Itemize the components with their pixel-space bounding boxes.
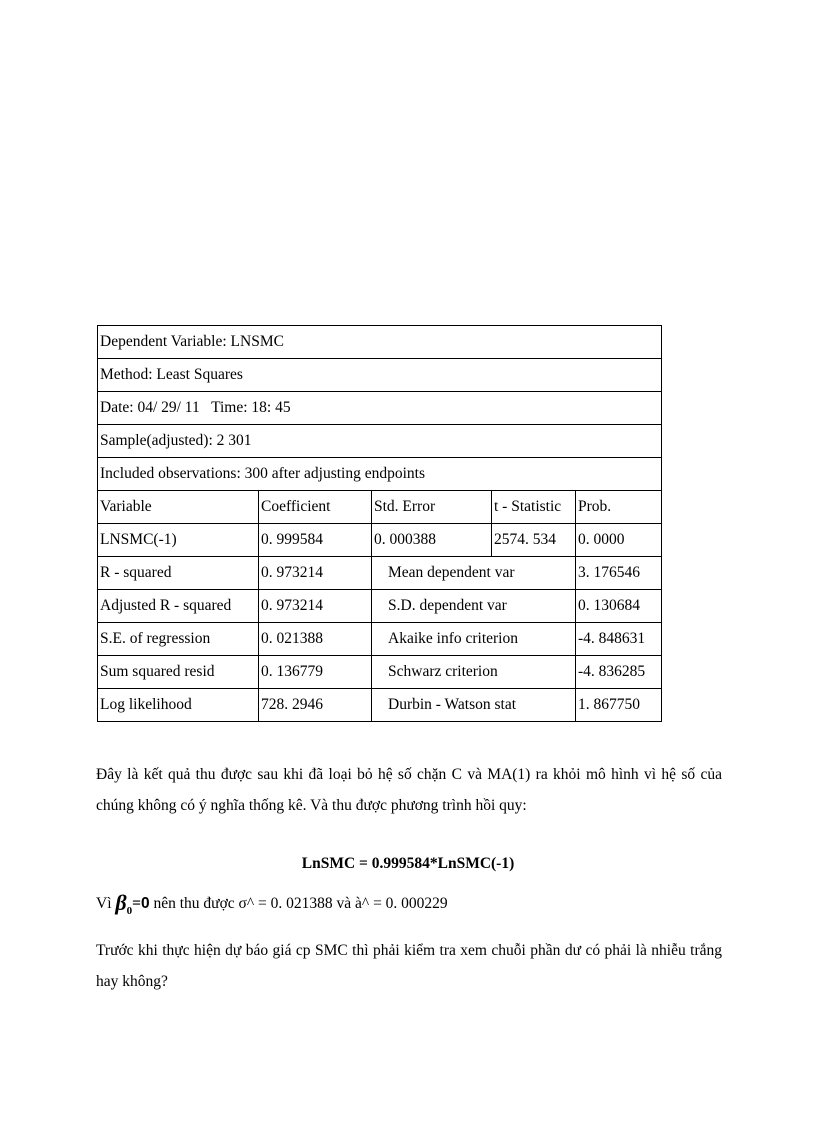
result-paragraph: Đây là kết quả thu được sau khi đã loại bỏ hệ số chặn C và MA(1) ra khỏi mô hình vì hệ số của chúng không có ý nghĩa thống kê. Và thu được phương trình hồi quy: [96,766,722,814]
stat-label: Akaike info criterion [372,623,576,656]
table-row [98,557,662,590]
beta-symbol [115,890,132,917]
column-header-std-error: Std. Error [372,491,492,524]
stat-label: Schwarz criterion [372,656,576,689]
observations-cell: Included observations: 300 after adjusting endpoints [98,458,662,491]
prob-value: 0. 0000 [576,524,662,557]
equals-sign: = [132,895,141,912]
table-row [98,326,662,359]
forecast-question-paragraph: Trước khi thực hiện dự báo giá cp SMC thì phải kiểm tra xem chuỗi phần dư có phải là nhiễu trắng hay không? [96,942,722,990]
stat-label: R - squared [98,557,259,590]
stat-value: 0. 973214 [259,557,372,590]
method-cell: Method: Least Squares [98,359,662,392]
regression-equation: LnSMC = 0.999584*LnSMC(-1) [301,855,515,872]
sample-cell: Sample(adjusted): 2 301 [98,425,662,458]
stat-label: Durbin - Watson stat [372,689,576,722]
stat-value: 3. 176546 [576,557,662,590]
column-header-row [98,491,662,524]
stat-label: Mean dependent var [372,557,576,590]
table-row [98,458,662,491]
stat-label: Adjusted R - squared [98,590,259,623]
column-header-variable: Variable [98,491,259,524]
vi-word: Vì [96,895,112,912]
zero-value: 0 [141,895,150,912]
table-row [98,689,662,722]
stat-value: 0. 021388 [259,623,372,656]
column-header-t-statistic: t - Statistic [492,491,576,524]
t-statistic-value: 2574. 534 [492,524,576,557]
column-header-coefficient: Coefficient [259,491,372,524]
sigma-estimate-line [96,888,448,915]
coefficient-row [98,524,662,557]
beta-subscript: 0 [126,905,133,917]
dependent-variable-cell: Dependent Variable: LNSMC [98,326,662,359]
stat-label: Log likelihood [98,689,259,722]
stat-value: -4. 836285 [576,656,662,689]
regression-output-table [97,325,662,722]
table-row [98,623,662,656]
table-row [98,392,662,425]
stat-value: 0. 136779 [259,656,372,689]
column-header-prob: Prob. [576,491,662,524]
table-row [98,656,662,689]
table-row [98,359,662,392]
stat-label: Sum squared resid [98,656,259,689]
stat-value: -4. 848631 [576,623,662,656]
sigma-text: nên thu được σ^ = 0. 021388 và à^ = 0. 000229 [153,895,448,912]
date-time-cell: Date: 04/ 29/ 11 Time: 18: 45 [98,392,662,425]
stat-value: 728. 2946 [259,689,372,722]
std-error-value: 0. 000388 [372,524,492,557]
coefficient-value: 0. 999584 [259,524,372,557]
table-row [98,590,662,623]
stat-label: S.D. dependent var [372,590,576,623]
stat-value: 1. 867750 [576,689,662,722]
stat-label: S.E. of regression [98,623,259,656]
table-row [98,425,662,458]
beta-letter: β [115,890,127,915]
stat-value: 0. 130684 [576,590,662,623]
variable-name: LNSMC(-1) [98,524,259,557]
stat-value: 0. 973214 [259,590,372,623]
